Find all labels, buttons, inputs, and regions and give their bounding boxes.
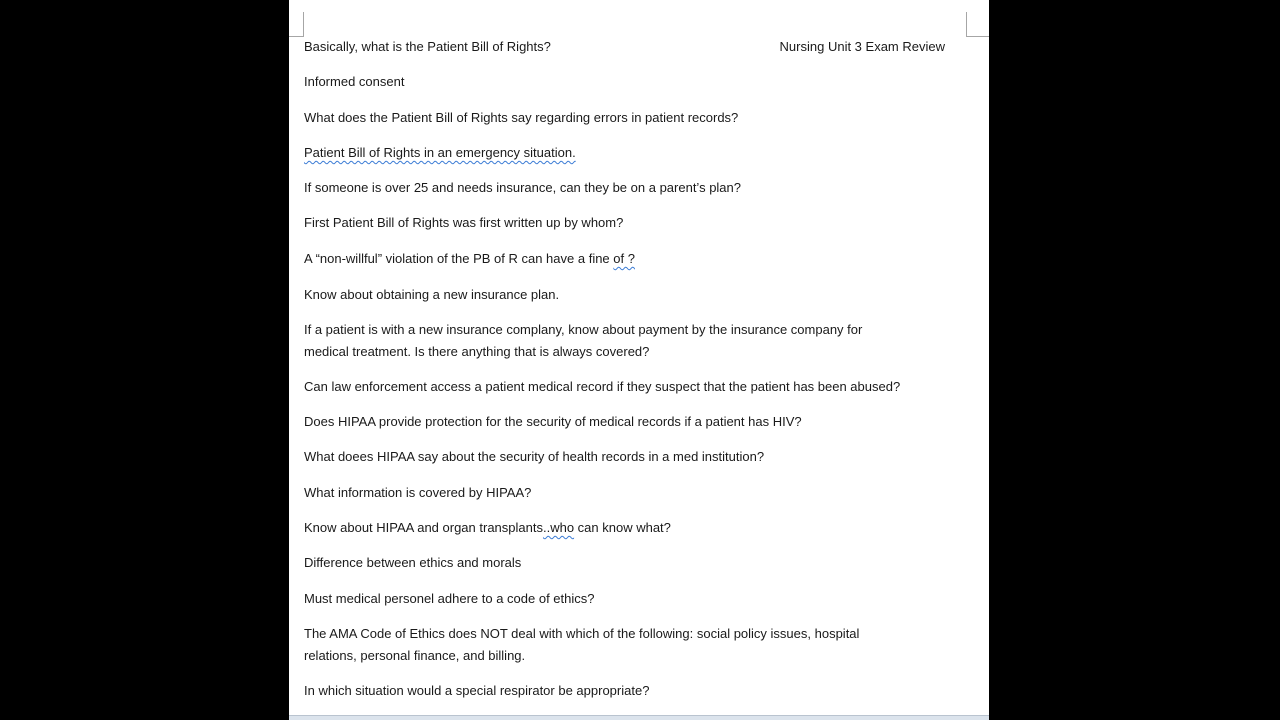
question-line: Informed consent	[304, 74, 405, 89]
question-line: Difference between ethics and morals	[304, 555, 522, 570]
question-line-part-1: If a patient is with a new insurance complany, know about payment by the insurance company for	[304, 322, 863, 337]
question-line: Know about obtaining a new insurance plan.	[304, 287, 560, 302]
spellcheck-flagged-text: of ?	[613, 251, 635, 266]
question-text: can know what?	[574, 520, 671, 535]
question-line-part-2: medical treatment. Is there anything that is always covered?	[304, 344, 650, 359]
question-line: If someone is over 25 and needs insurance, can they be on a parent’s plan?	[304, 180, 741, 195]
question-line-part-1: The AMA Code of Ethics does NOT deal with which of the following: social policy issues, hospital	[304, 626, 860, 641]
question-line	[304, 517, 671, 539]
question-line-part-2: relations, personal finance, and billing.	[304, 648, 526, 663]
question-line: What information is covered by HIPAA?	[304, 485, 532, 500]
question-line: Does HIPAA provide protection for the security of medical records if a patient has HIV?	[304, 414, 802, 429]
margin-corner-mark-top-right	[966, 12, 989, 37]
page-break-gap	[289, 715, 989, 720]
margin-corner-mark-top-left	[289, 12, 304, 37]
question-text: Know about HIPAA and organ transplants	[304, 520, 543, 535]
question-line	[304, 248, 635, 270]
document-header-title: Nursing Unit 3 Exam Review	[779, 39, 945, 54]
question-line: In which situation would a special respirator be appropriate?	[304, 683, 650, 698]
document-page[interactable]	[289, 0, 989, 715]
spellcheck-flagged-text: ..who	[542, 520, 575, 535]
question-line: First Patient Bill of Rights was first written up by whom?	[304, 215, 624, 230]
question-line: What doees HIPAA say about the security of health records in a med institution?	[304, 449, 765, 464]
question-line: Can law enforcement access a patient medical record if they suspect that the patient has been abused?	[304, 379, 901, 394]
question-line: What does the Patient Bill of Rights say regarding errors in patient records?	[304, 110, 739, 125]
question-line: Basically, what is the Patient Bill of Rights?	[304, 39, 551, 54]
question-text: A “non-willful” violation of the PB of R can have a fine	[304, 251, 614, 266]
question-line: Must medical personel adhere to a code of ethics?	[304, 591, 595, 606]
question-line-spellcheck-flagged: Patient Bill of Rights in an emergency situation.	[304, 145, 576, 160]
